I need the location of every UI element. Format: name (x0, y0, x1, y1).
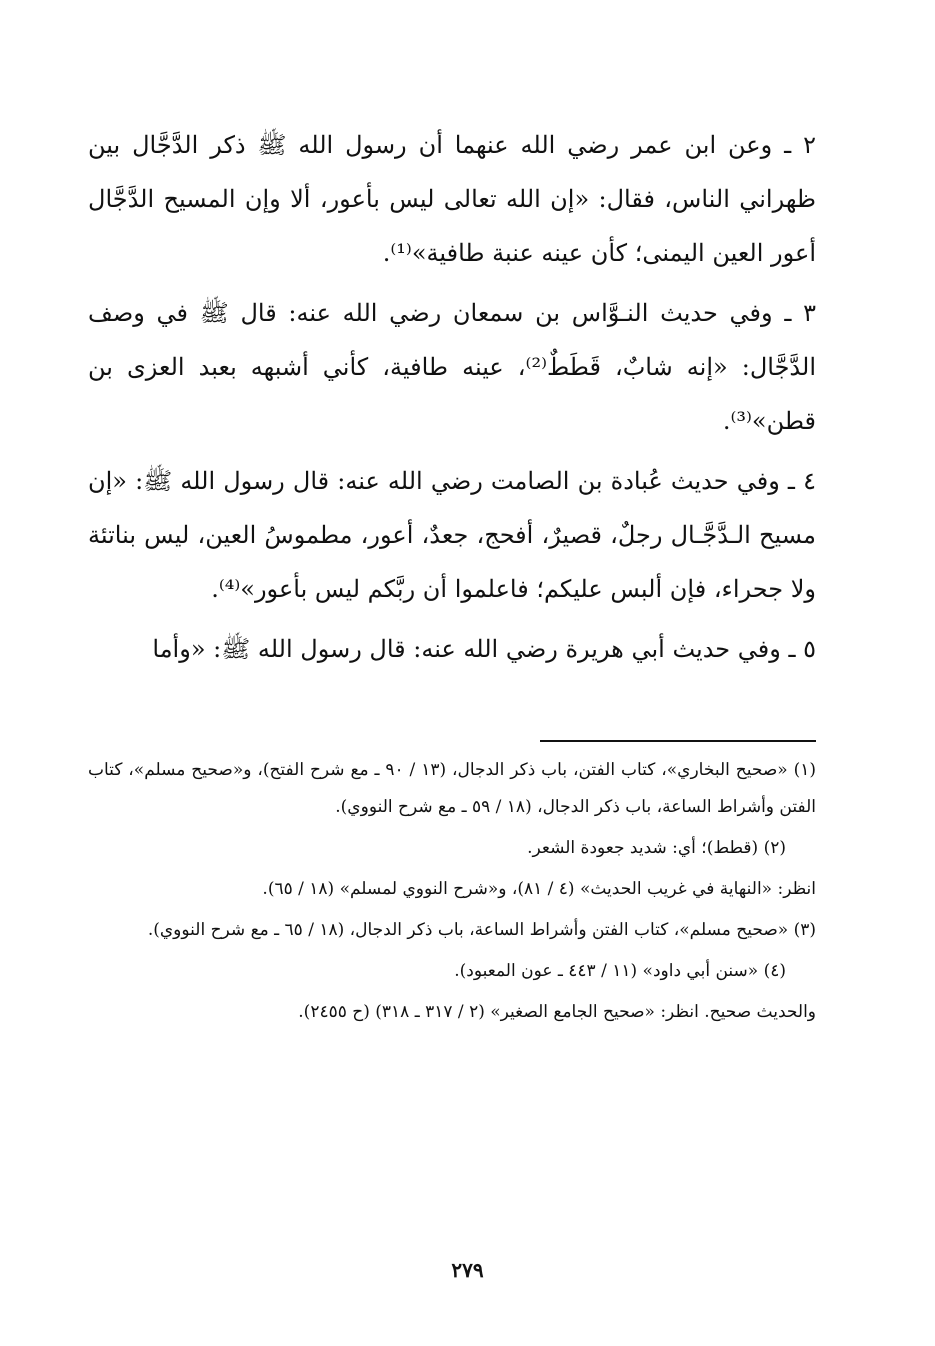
page-number: ٢٧٩ (451, 1258, 484, 1282)
main-text (88, 118, 816, 682)
footnote-4-grading: والحديث صحيح. انظر: «صحيح الجامع الصغير» (٢ / ٣١٧ ـ ٣١٨) (ح ٢٤٥٥). (298, 1002, 816, 1022)
footnote-divider (540, 740, 816, 742)
hadith-paragraph-2: ٢ ـ وعن ابن عمر رضي الله عنهما أن رسول الله ﷺ ذكر الدَّجَّال بين ظهراني الناس، فقال: «إن الله تعالى ليس بأعور، ألا وإن المسيح الدَّجَّال أعور العين اليمنى؛ كأن عينه عنبة طافية»⁽¹⁾. (88, 131, 816, 267)
footnote-2: (٢) (قطط)؛ أي: شديد جعودة الشعر. (527, 838, 786, 858)
footnotes (88, 752, 816, 1035)
hadith-paragraph-4: ٤ ـ وفي حديث عُبادة بن الصامت رضي الله عنه: قال رسول الله ﷺ: «إن مسيح الـدَّجَّـال رجلٌ، قصيرٌ، أفحج، جعدٌ، أعور، مطموسُ العين، ليس بناتئة ولا جحراء، فإن ألبس عليكم؛ فاعلموا أن ربَّكم ليس بأعور»⁽⁴⁾. (88, 467, 816, 603)
footnote-2-reference: انظر: «النهاية في غريب الحديث» (٤ / ٨١)، و«شرح النووي لمسلم» (١٨ / ٦٥). (262, 879, 816, 899)
footnote-3: (٣) «صحيح مسلم»، كتاب الفتن وأشراط الساعة، باب ذكر الدجال، (١٨ / ٦٥ ـ مع شرح النووي). (147, 920, 816, 940)
hadith-paragraph-5: ٥ ـ وفي حديث أبي هريرة رضي الله عنه: قال رسول الله ﷺ: «وأما (152, 635, 816, 663)
footnote-4: (٤) «سنن أبي داود» (١١ / ٤٤٣ ـ عون المعبود). (454, 961, 786, 981)
hadith-paragraph-3: ٣ ـ وفي حديث النـوَّاس بن سمعان رضي الله عنه: قال ﷺ في وصف الدَّجَّال: «إنه شابٌ، قَطَطٌ⁽²⁾، عينه طافية، كأني أشبهه بعبد العزى بن قطن»⁽³⁾. (88, 299, 816, 435)
footnote-1: (١) «صحيح البخاري»، كتاب الفتن، باب ذكر الدجال، (١٣ / ٩٠ ـ مع شرح الفتح)، و«صحيح مسلم»، كتاب الفتن وأشراط الساعة، باب ذكر الدجال، (١٨ / ٥٩ ـ مع شرح النووي). (88, 760, 816, 817)
